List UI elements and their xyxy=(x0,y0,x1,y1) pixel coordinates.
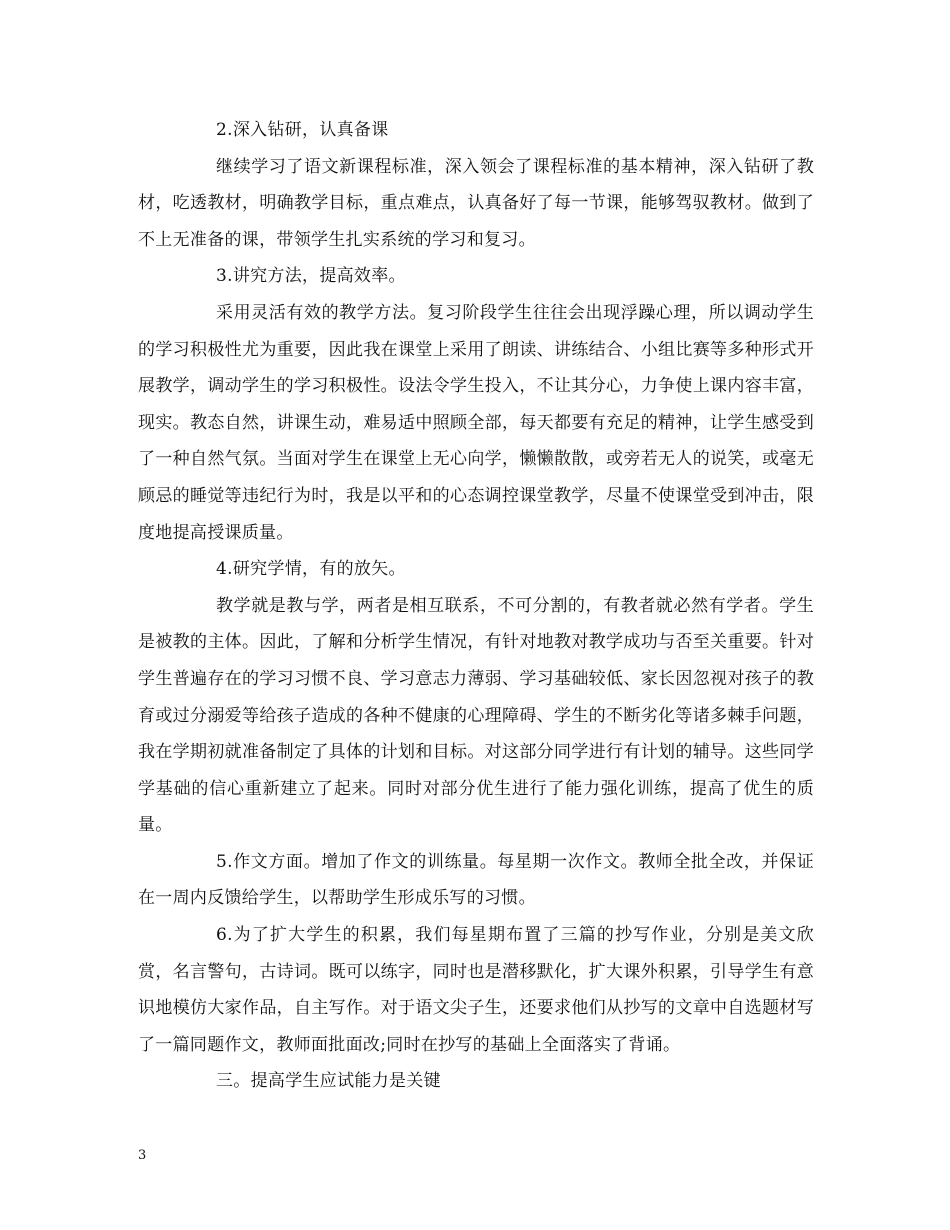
paragraph-preparation: 继续学习了语文新课程标准，深入领会了课程标准的基本精神，深入钻研了教材，吃透教材，明确教学目标，重点难点，认真备好了每一节课，能够驾驭教材。做到了不上无准备的课，带领学生扎实系统的学习和复习。 xyxy=(138,156,814,250)
paragraph-methods: 采用灵活有效的教学方法。复习阶段学生往往会出现浮躁心理，所以调动学生的学习积极性尤为重要，因此我在课堂上采用了朗读、讲练结合、小组比赛等多种形式开展教学，调动学生的学习积极性。设法令学生投入，不让其分心，力争使上课内容丰富，现实。教态自然，讲课生动，难易适中照顾全部，每天都要有充足的精神，让学生感受到了一种自然气氛。当面对学生在课堂上无心向学，懒懒散散，或旁若无人的说笑，或毫无顾忌的睡觉等违纪行为时，我是以平和的心态调控课堂教学，尽量不使课堂受到冲击，限度地提高授课质量。 xyxy=(138,302,814,543)
paragraph-student-analysis: 教学就是教与学，两者是相互联系，不可分割的，有教者就必然有学者。学生是被教的主体。因此，了解和分析学生情况，有针对地教对教学成功与否至关重要。针对学生普遍存在的学习习惯不良、学习意志力薄弱、学习基础较低、家长因忽视对孩子的教育或过分溺爱等给孩子造成的各种不健康的心理障碍、学生的不断劣化等诸多棘手问题，我在学期初就准备制定了具体的计划和目标。对这部分同学进行有计划的辅导。这些同学学基础的信心重新建立了起来。同时对部分优生进行了能力强化训练，提高了优生的质量。 xyxy=(138,595,814,836)
section-heading-4: 4.研究学情，有的放矢。 xyxy=(216,559,406,580)
page-number: 3 xyxy=(138,1148,147,1163)
paragraph-accumulation: 6.为了扩大学生的积累，我们每星期布置了三篇的抄写作业，分别是美文欣赏，名言警句，古诗词。既可以练字，同时也是潜移默化，扩大课外积累，引导学生有意识地模仿大家作品，自主写作。对于语文尖子生，还要求他们从抄写的文章中自选题材写了一篇同题作文，教师面批面改;同时在抄写的基础上全面落实了背诵。 xyxy=(138,925,814,1055)
paragraph-composition: 5.作文方面。增加了作文的训练量。每星期一次作文。教师全批全改，并保证在一周内反馈给学生，以帮助学生形成乐写的习惯。 xyxy=(138,851,814,909)
section-heading-2: 2.深入钻研，认真备课 xyxy=(216,120,389,140)
document-body xyxy=(138,112,814,1100)
section-heading-three: 三。提高学生应试能力是关键 xyxy=(216,1071,441,1092)
section-heading-3: 3.讲究方法，提高效率。 xyxy=(216,266,406,287)
